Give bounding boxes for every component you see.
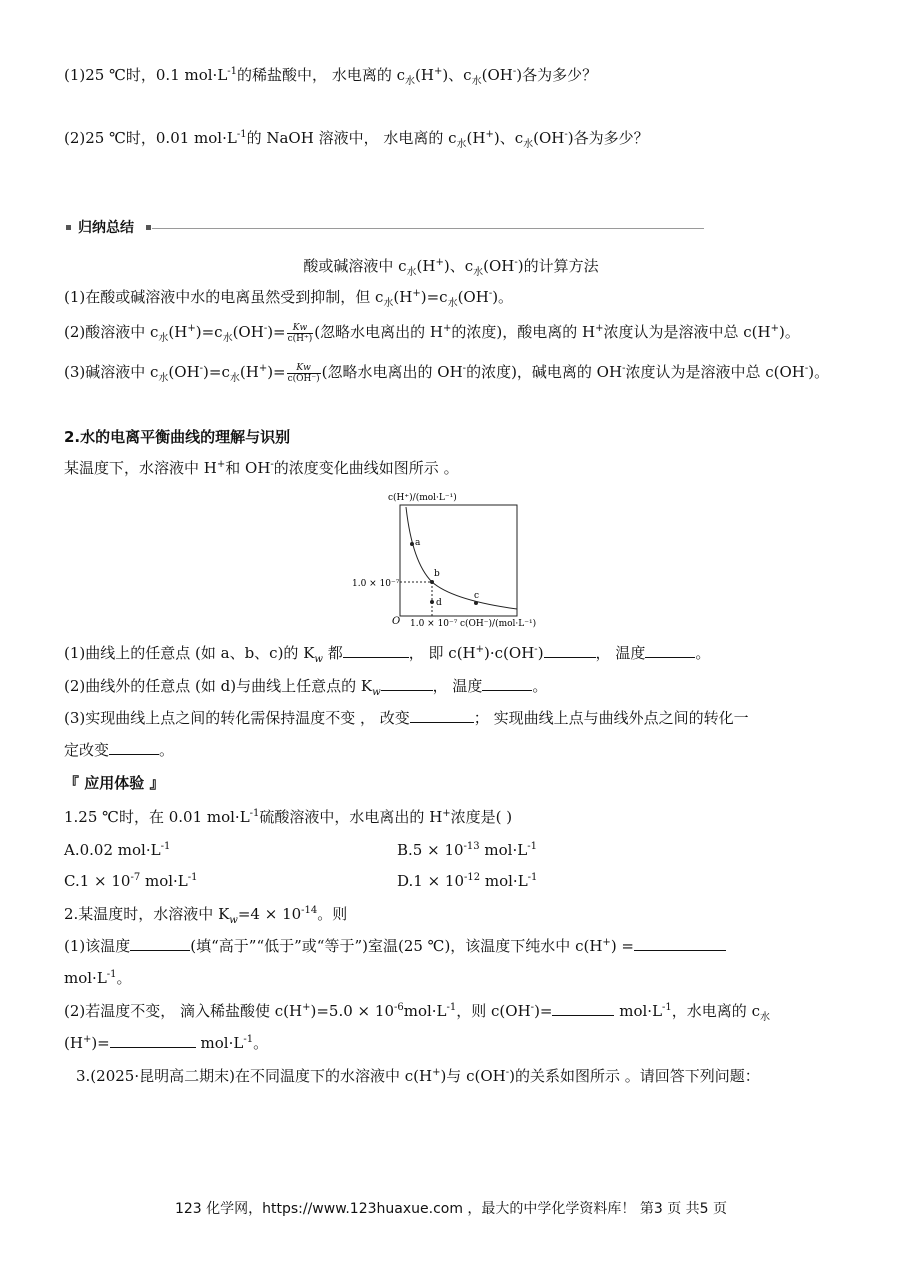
- fill-line-4: 定改变 。: [64, 741, 175, 759]
- practice-q3: 3.(2025·昆明高二期末)在不同温度下的水溶液中 c(H+)与 c(OH-)的关系如图所示 。请回答下列问题：: [76, 1067, 760, 1085]
- point-a-label: a: [415, 538, 421, 548]
- point-c: [474, 601, 478, 605]
- graph-frame: [400, 505, 517, 616]
- option-d[interactable]: $D.1 \times 10^{-12}$ $mol\cdot L^{-1}$: [397, 872, 538, 890]
- answer-blank[interactable]: [552, 1001, 614, 1016]
- x-tick-label: 1.0 × 10⁻⁷: [410, 619, 458, 629]
- bullet-square-icon: [66, 225, 71, 230]
- practice-q1: 1.25 ℃时，在 0.01 $mol\cdot L^{-1}$硫酸溶液中，水电离出的 H+浓度是( ): [64, 808, 513, 826]
- y-axis-label: c(H⁺)/(mol·L⁻¹): [388, 493, 457, 503]
- summary-point-2: (2)酸溶液中 $c_水(H^+)=c_水(OH^-)=$ $\frac{Kw}{c(H^+)}$ (忽略水电离出的 H+的浓度)，酸电离的 H+浓度认为是溶液中总 c(H+)。: [64, 322, 800, 344]
- answer-blank[interactable]: [130, 936, 190, 951]
- point-b-label: b: [434, 569, 440, 579]
- x-axis-label: c(OH⁻)/(mol·L⁻¹): [460, 619, 537, 629]
- point-b: [430, 580, 434, 584]
- page-footer: 123 化学网，https://www.123huaxue.com ，最大的中学化学资料库！ 第3 页 共5 页: [174, 1201, 728, 1217]
- answer-blank[interactable]: [109, 740, 159, 755]
- option-c[interactable]: $C.1 \times 10^{-7}$ $mol\cdot L^{-1}$: [64, 872, 198, 890]
- equilibrium-curve-graph: [340, 488, 560, 636]
- fill-line-1: (1)曲线上的任意点 (如 a、b、c)的 $K_w$ 都 ， 即 c(H+)·c(OH-) ， 温度 。: [64, 644, 711, 665]
- practice-q2-2: (2)若温度不变， 滴入稀盐酸使 $c(H^+)=5.0 \times 10^{-6}mol\cdot L^{-1}$，则 $c(OH^-)= mol\cdot L^{-1}$，水电离的 $c_水$: [64, 1002, 770, 1023]
- question-2: (2)25 ℃时，0.01 $mol\cdot L^{-1}$的 NaOH 溶液中， 水电离的 $c_水(H^+)$、$c_水(OH^-)$各为多少？: [64, 129, 649, 150]
- divider: [152, 228, 704, 229]
- option-b[interactable]: $B.5 \times 10^{-13}$ $mol\cdot L^{-1}$: [397, 841, 537, 859]
- origin-label: O: [392, 616, 401, 627]
- question-1: (1)25 ℃时，0.1 $mol\cdot L^{-1}$的稀盐酸中， 水电离的 $c_水(H^+)$、$c_水(OH^-)$各为多少？: [64, 66, 598, 87]
- answer-blank[interactable]: [482, 676, 532, 691]
- practice-q2-2-cont: $(H^+)= mol\cdot L^{-1}$。: [64, 1034, 269, 1052]
- answer-blank[interactable]: [410, 708, 474, 723]
- summary-title: 酸或碱溶液中 $c_水(H^+)$、$c_水(OH^-)$的计算方法: [303, 257, 599, 278]
- section-2-intro: 某温度下，水溶液中 H+和 OH-的浓度变化曲线如图所示 。: [64, 459, 459, 477]
- point-d: [430, 600, 434, 604]
- practice-header: 『 应用体验 』: [64, 774, 165, 792]
- answer-blank[interactable]: [544, 643, 596, 658]
- summary-point-3: (3)碱溶液中 $c_水(OH^-)=c_水(H^+)=$ $\frac{Kw}{c(OH^-)}$ (忽略水电离出的 OH-的浓度)，碱电离的 OH-浓度认为是溶液中总 c(OH-)。: [64, 362, 830, 384]
- point-c-label: c: [474, 591, 480, 601]
- summary-point-1: (1)在酸或碱溶液中水的电离虽然受到抑制，但 $c_水(H^+)=c_水(OH^-)$。: [64, 288, 514, 309]
- summary-header: [64, 219, 704, 237]
- fill-line-3: (3)实现曲线上点之间的转化需保持温度不变 ， 改变 ； 实现曲线上点与曲线外点之间的转化一: [64, 709, 749, 727]
- option-a[interactable]: A.0.02 $mol\cdot L^{-1}$: [64, 841, 171, 859]
- answer-blank[interactable]: [343, 643, 409, 658]
- summary-header-label: 归纳总结: [78, 220, 134, 236]
- point-a: [410, 542, 414, 546]
- kw-fraction: $\frac{Kw}{c(H^+)}$: [287, 322, 313, 344]
- y-tick-label: 1.0 × 10⁻⁷: [352, 579, 400, 589]
- answer-blank[interactable]: [110, 1033, 196, 1048]
- answer-blank[interactable]: [634, 936, 726, 951]
- kw-fraction: $\frac{Kw}{c(OH^-)}$: [287, 362, 320, 384]
- fill-line-2: (2)曲线外的任意点 (如 d)与曲线上任意点的 $K_w$ ， 温度 。: [64, 677, 548, 698]
- section-2-title: 2.水的电离平衡曲线的理解与识别: [64, 428, 291, 446]
- bullet-square-icon: [146, 225, 151, 230]
- practice-q2: 2.某温度时，水溶液中 $K_w=4 \times 10^{-14}$。则: [64, 905, 348, 926]
- answer-blank[interactable]: [645, 643, 695, 658]
- answer-blank[interactable]: [381, 676, 433, 691]
- point-d-label: d: [436, 598, 442, 608]
- practice-q2-1-unit: $mol\cdot L^{-1}$。: [64, 969, 132, 987]
- ion-product-curve: [406, 507, 517, 609]
- practice-q2-1: (1)该温度 (填“高于”“低于”或“等于”)室温(25 ℃)，该温度下纯水中 c(H+) =: [64, 936, 726, 956]
